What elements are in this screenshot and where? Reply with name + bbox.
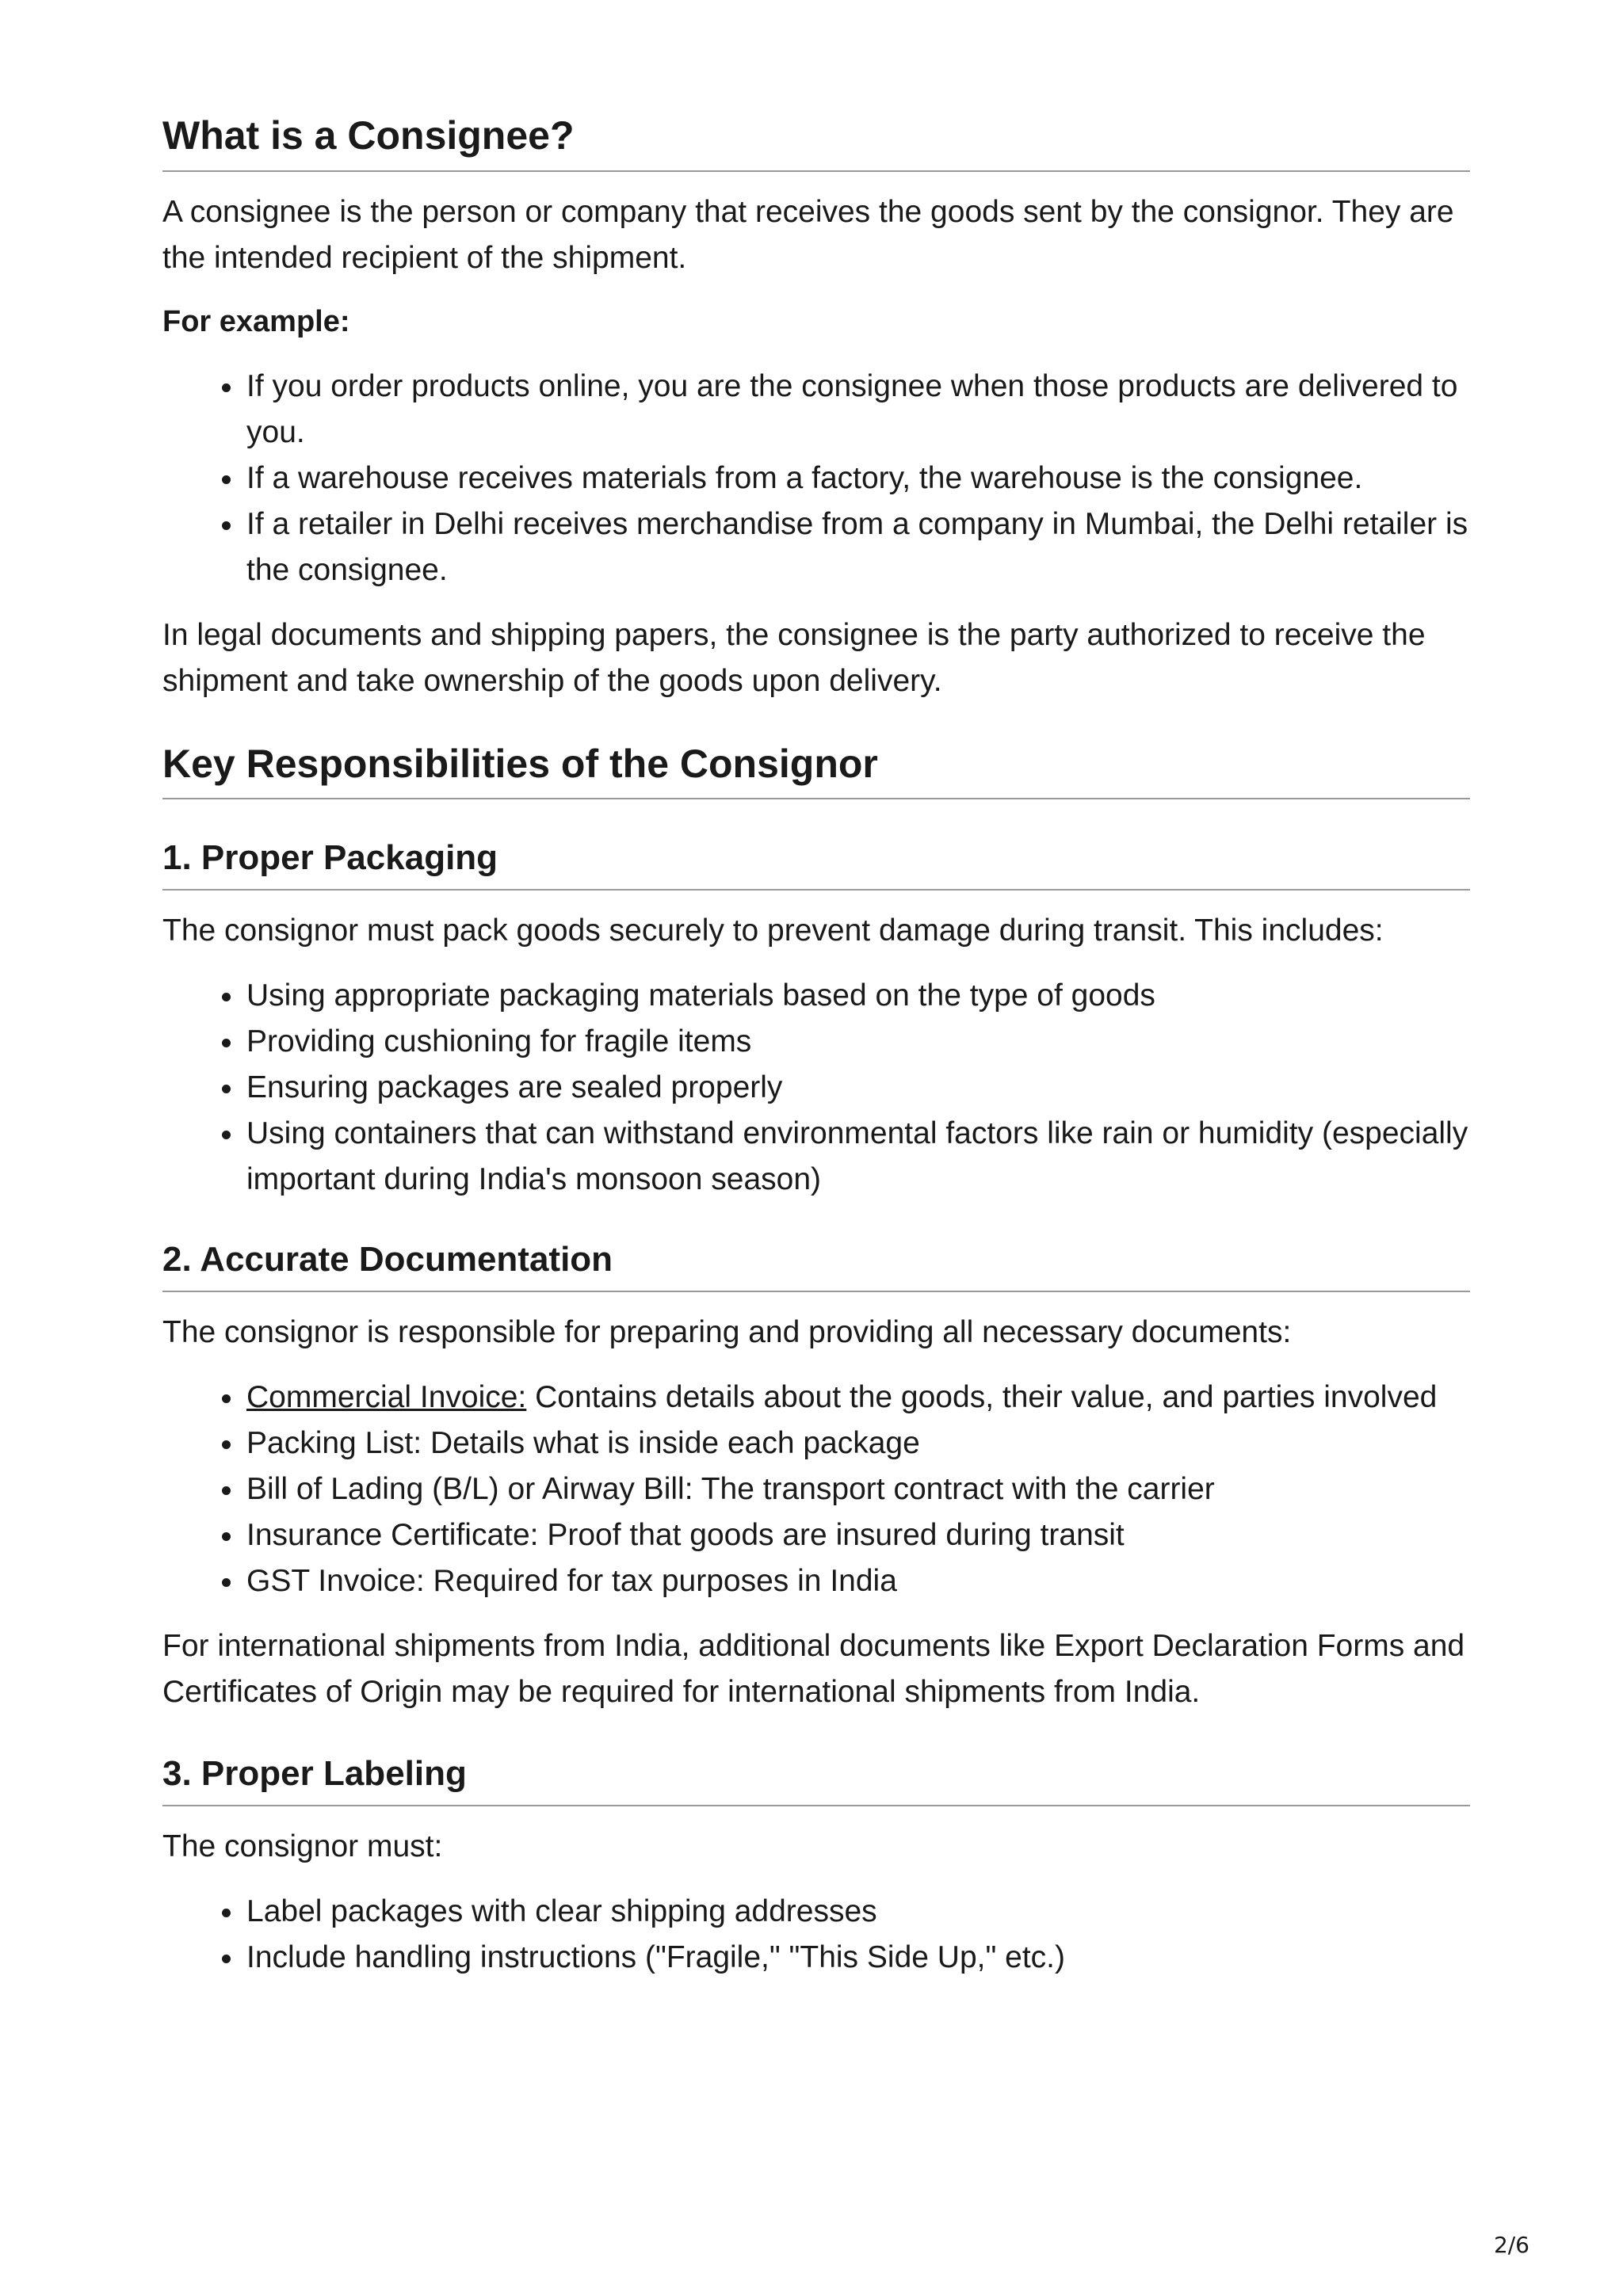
documentation-note: For international shipments from India, additional documents like Export Declaration Forms and Certificates of Origin may be required for international shipments from India.: [162, 1629, 1465, 1709]
example-label: For example:: [162, 304, 350, 338]
list-item: • Insurance Certificate: Proof that goods are insured during transit: [245, 1512, 1470, 1558]
list-item: • Using containers that can withstand environmental factors like rain or humidity (especially important during India's monsoon season): [245, 1111, 1470, 1203]
documentation-list: [162, 1375, 1470, 1604]
list-item: [245, 1375, 1470, 1421]
list-item: • Label packages with clear shipping addresses: [245, 1889, 1470, 1935]
consignee-legal-note: In legal documents and shipping papers, the consignee is the party authorized to receive the shipment and take ownership of the goods upon delivery.: [162, 617, 1426, 698]
list-item: • If you order products online, you are the consignee when those products are delivered to you.: [245, 364, 1470, 456]
responsibilities-heading: Key Responsibilities of the Consignor: [162, 739, 1470, 800]
list-item: • Ensuring packages are sealed properly: [245, 1065, 1470, 1111]
list-item: • If a retailer in Delhi receives merchandise from a company in Mumbai, the Delhi retailer is the consignee.: [245, 502, 1470, 593]
list-item: • GST Invoice: Required for tax purposes in India: [245, 1558, 1470, 1604]
list-item: • If a warehouse receives materials from a factory, the warehouse is the consignee.: [245, 456, 1470, 502]
commercial-invoice-link[interactable]: Commercial Invoice:: [246, 1380, 527, 1414]
page-number: 2/6: [1493, 2232, 1529, 2258]
commercial-invoice-text: Contains details about the goods, their value, and parties involved: [526, 1380, 1438, 1414]
packaging-list: [162, 973, 1470, 1203]
list-item: • Include handling instructions ("Fragile," "This Side Up," etc.): [245, 1935, 1470, 1981]
consignee-example-list: [162, 364, 1470, 593]
labeling-intro: The consignor must:: [162, 1829, 443, 1863]
consignee-heading: What is a Consignee?: [162, 111, 1470, 172]
documentation-intro: The consignor is responsible for preparing and providing all necessary documents:: [162, 1315, 1292, 1349]
document-page: [162, 111, 1470, 1981]
packaging-heading: 1. Proper Packaging: [162, 836, 1470, 891]
documentation-heading: 2. Accurate Documentation: [162, 1238, 1470, 1292]
labeling-list: [162, 1889, 1470, 1981]
list-item: • Providing cushioning for fragile items: [245, 1019, 1470, 1065]
packaging-intro: The consignor must pack goods securely to prevent damage during transit. This includes:: [162, 913, 1384, 948]
list-item: • Using appropriate packaging materials based on the type of goods: [245, 973, 1470, 1019]
labeling-heading: 3. Proper Labeling: [162, 1752, 1470, 1806]
list-item: • Bill of Lading (B/L) or Airway Bill: The transport contract with the carrier: [245, 1466, 1470, 1512]
consignee-intro: A consignee is the person or company that receives the goods sent by the consignor. They are the intended recipient of the shipment.: [162, 194, 1454, 275]
list-item: • Packing List: Details what is inside each package: [245, 1421, 1470, 1466]
